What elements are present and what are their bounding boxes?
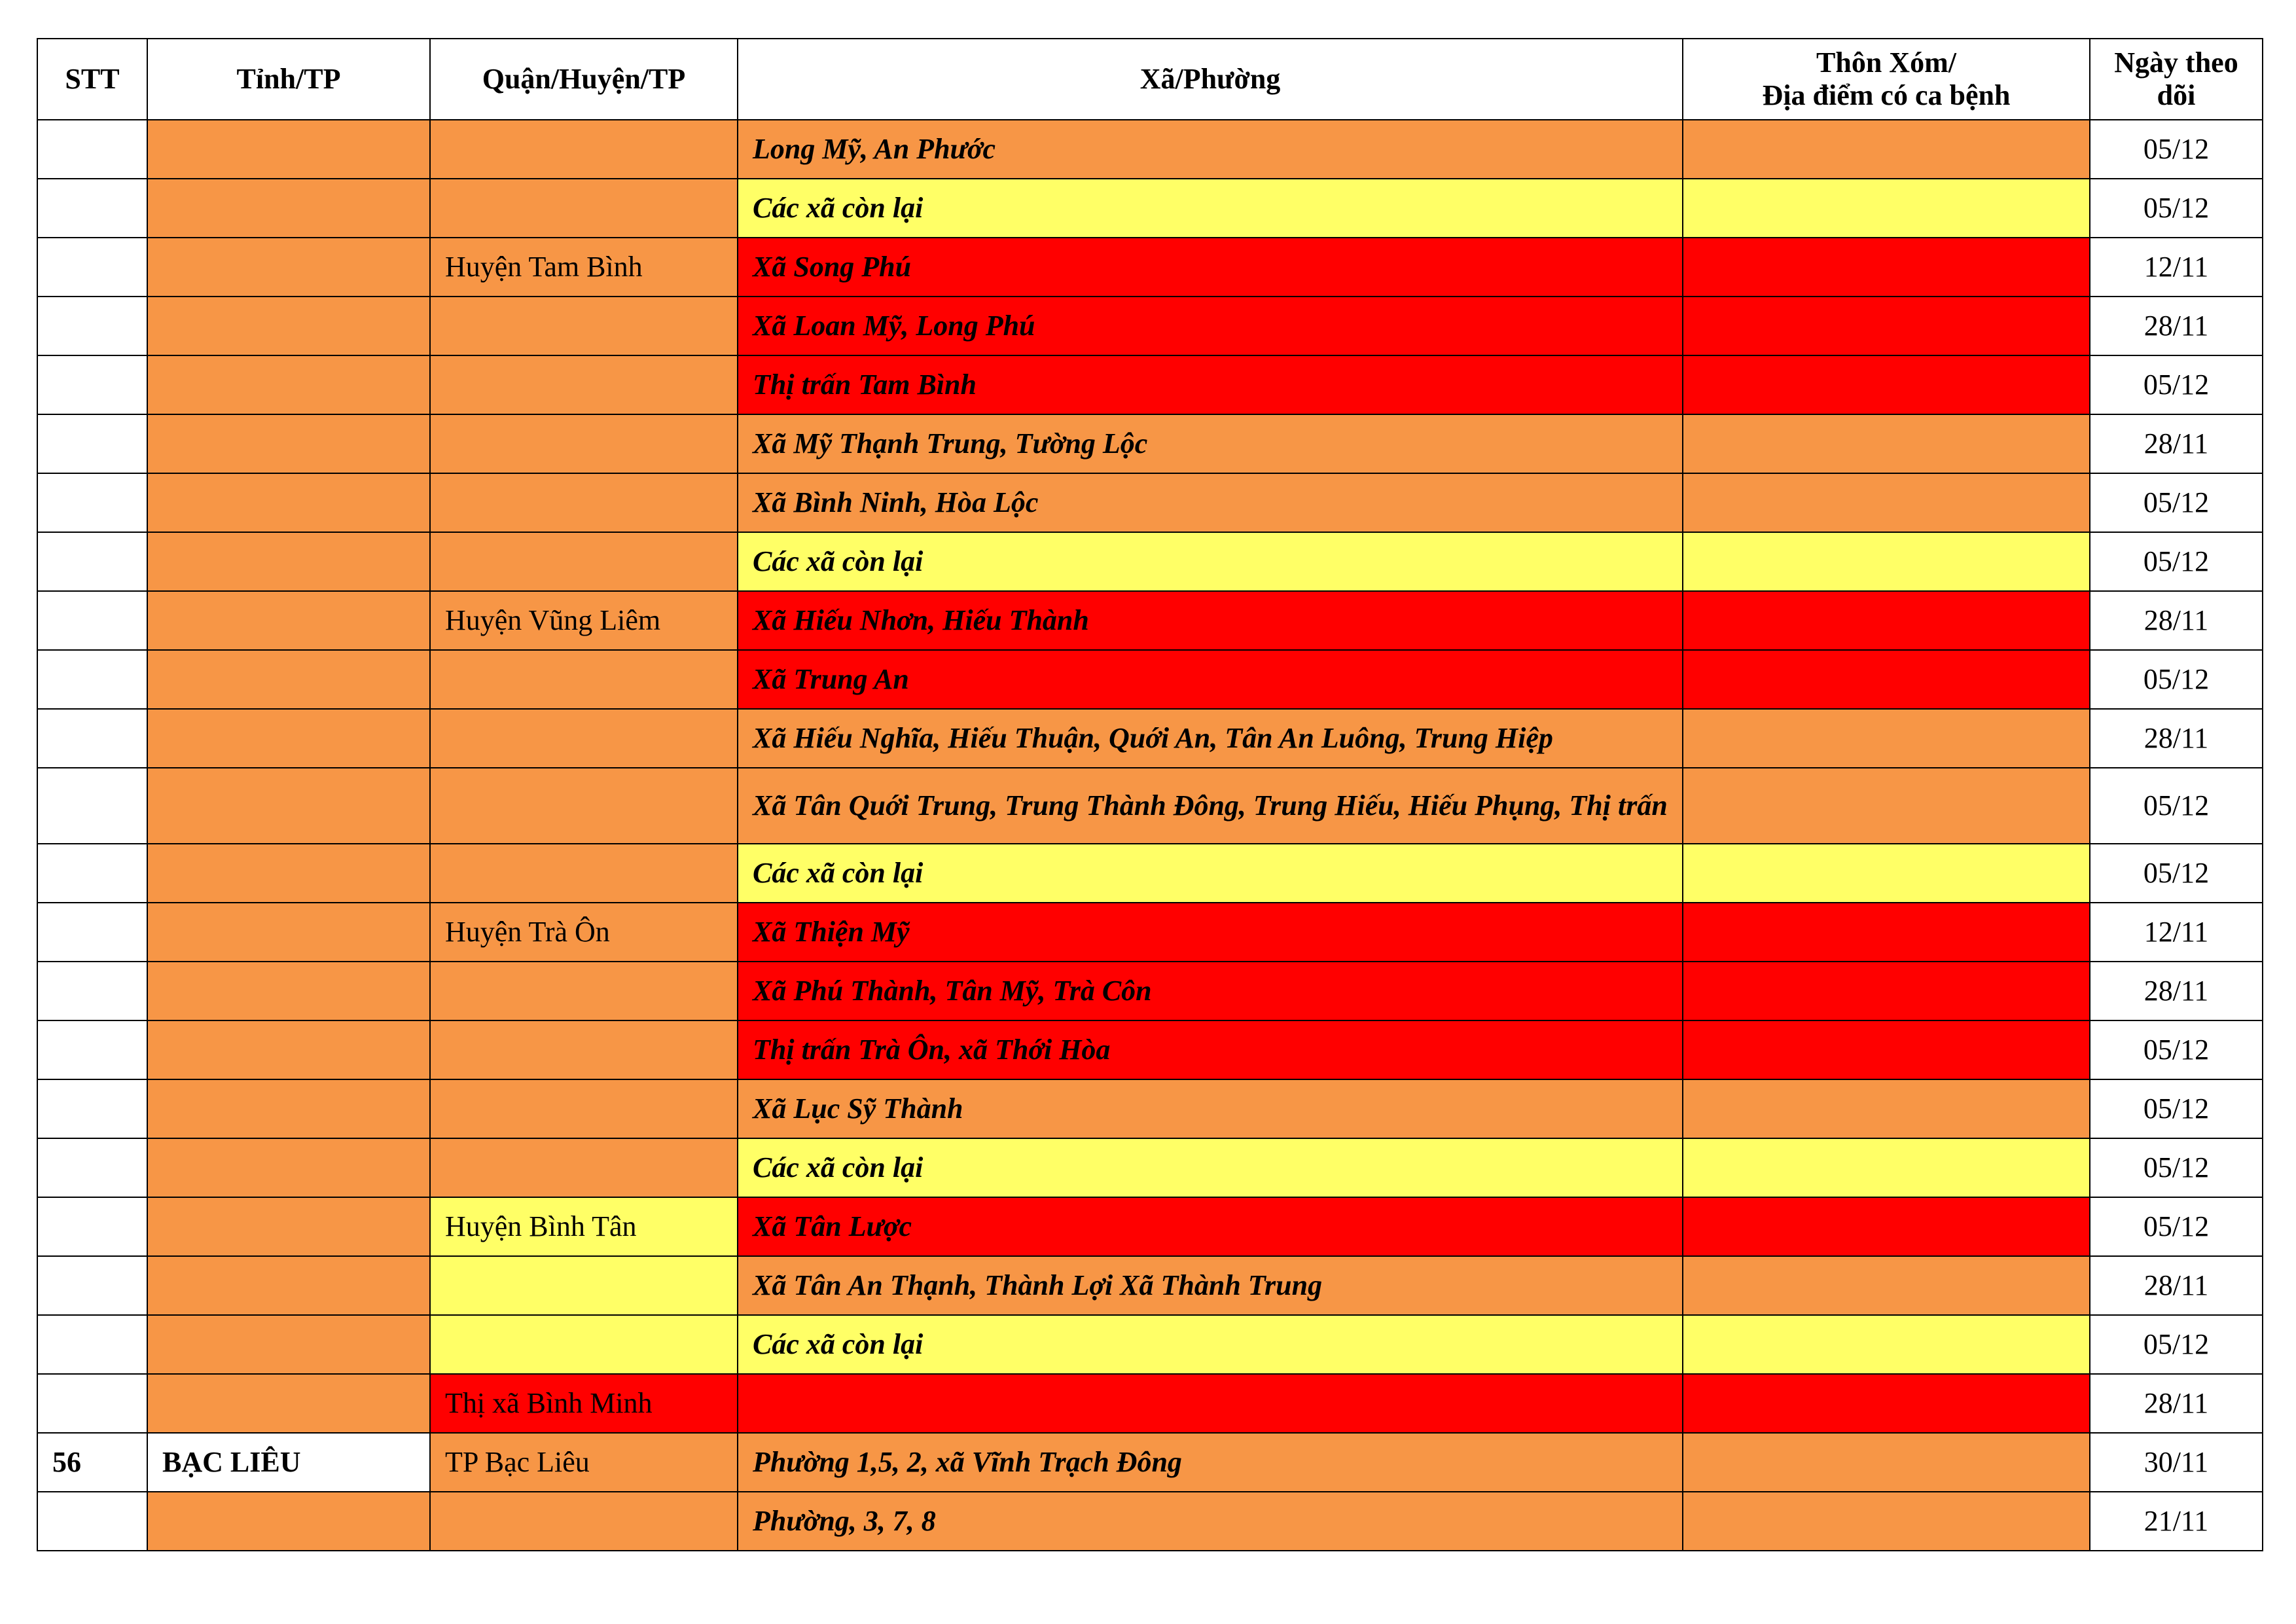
province-cell <box>147 650 430 709</box>
hamlet-cell <box>1683 903 2090 962</box>
province-cell <box>147 1315 430 1374</box>
date-cell: 05/12 <box>2090 532 2263 591</box>
hamlet-cell <box>1683 1138 2090 1197</box>
ward-cell: Xã Lục Sỹ Thành <box>738 1079 1683 1138</box>
ward-cell: Phường 1,5, 2, xã Vĩnh Trạch Đông <box>738 1433 1683 1492</box>
hamlet-cell <box>1683 1256 2090 1315</box>
date-cell: 21/11 <box>2090 1492 2263 1551</box>
hamlet-cell <box>1683 844 2090 903</box>
ward-cell: Các xã còn lại <box>738 532 1683 591</box>
district-cell <box>430 473 738 532</box>
stt-cell <box>37 120 147 179</box>
hamlet-cell <box>1683 179 2090 238</box>
table-row <box>37 1197 2263 1256</box>
district-cell <box>430 1138 738 1197</box>
district-cell <box>430 962 738 1020</box>
table-row <box>37 962 2263 1020</box>
district-cell: Huyện Tam Bình <box>430 238 738 297</box>
stt-cell <box>37 179 147 238</box>
hamlet-cell <box>1683 1433 2090 1492</box>
ward-cell: Xã Tân Lược <box>738 1197 1683 1256</box>
table-row <box>37 473 2263 532</box>
stt-cell <box>37 532 147 591</box>
stt-cell <box>37 1315 147 1374</box>
date-cell: 28/11 <box>2090 1374 2263 1433</box>
province-cell: BẠC LIÊU <box>147 1433 430 1492</box>
province-cell <box>147 844 430 903</box>
header-row <box>37 39 2263 120</box>
table-row <box>37 844 2263 903</box>
stt-cell: 56 <box>37 1433 147 1492</box>
ward-cell: Các xã còn lại <box>738 179 1683 238</box>
stt-cell <box>37 238 147 297</box>
province-cell <box>147 1374 430 1433</box>
table-row <box>37 238 2263 297</box>
district-cell: TP Bạc Liêu <box>430 1433 738 1492</box>
province-cell <box>147 1020 430 1079</box>
header-stt: STT <box>37 39 147 120</box>
date-cell: 28/11 <box>2090 591 2263 650</box>
ward-cell: Xã Trung An <box>738 650 1683 709</box>
district-cell <box>430 1020 738 1079</box>
district-cell <box>430 297 738 355</box>
stt-cell <box>37 591 147 650</box>
district-cell <box>430 768 738 844</box>
hamlet-cell <box>1683 473 2090 532</box>
date-cell: 05/12 <box>2090 768 2263 844</box>
ward-cell: Long Mỹ, An Phước <box>738 120 1683 179</box>
district-cell <box>430 1492 738 1551</box>
ward-cell: Các xã còn lại <box>738 844 1683 903</box>
stt-cell <box>37 297 147 355</box>
ward-cell: Các xã còn lại <box>738 1138 1683 1197</box>
province-cell <box>147 1138 430 1197</box>
date-cell: 28/11 <box>2090 297 2263 355</box>
province-cell <box>147 532 430 591</box>
hamlet-cell <box>1683 120 2090 179</box>
table-row <box>37 532 2263 591</box>
hamlet-cell <box>1683 1315 2090 1374</box>
hamlet-cell <box>1683 1079 2090 1138</box>
table-row <box>37 1020 2263 1079</box>
district-cell <box>430 844 738 903</box>
hamlet-cell <box>1683 414 2090 473</box>
district-cell <box>430 179 738 238</box>
stt-cell <box>37 1374 147 1433</box>
date-cell: 05/12 <box>2090 650 2263 709</box>
date-cell: 28/11 <box>2090 709 2263 768</box>
province-cell <box>147 473 430 532</box>
stt-cell <box>37 1079 147 1138</box>
province-cell <box>147 1197 430 1256</box>
stt-cell <box>37 962 147 1020</box>
header-date: Ngày theo dõi <box>2090 39 2263 120</box>
ward-cell <box>738 1374 1683 1433</box>
district-cell: Thị xã Bình Minh <box>430 1374 738 1433</box>
header-hamlet-line2: Địa điểm có ca bệnh <box>1762 79 2011 111</box>
ward-cell: Phường, 3, 7, 8 <box>738 1492 1683 1551</box>
date-cell: 12/11 <box>2090 903 2263 962</box>
stt-cell <box>37 1197 147 1256</box>
ward-cell: Thị trấn Trà Ôn, xã Thới Hòa <box>738 1020 1683 1079</box>
hamlet-cell <box>1683 1197 2090 1256</box>
province-cell <box>147 179 430 238</box>
ward-cell: Xã Song Phú <box>738 238 1683 297</box>
stt-cell <box>37 768 147 844</box>
table-row <box>37 768 2263 844</box>
table-row <box>37 355 2263 414</box>
table-row <box>37 1374 2263 1433</box>
ward-cell: Xã Tân Quới Trung, Trung Thành Đông, Trung Hiếu, Hiếu Phụng, Thị trấn <box>738 768 1683 844</box>
date-cell: 12/11 <box>2090 238 2263 297</box>
province-cell <box>147 768 430 844</box>
ward-cell: Các xã còn lại <box>738 1315 1683 1374</box>
table-row <box>37 1492 2263 1551</box>
header-ward: Xã/Phường <box>738 39 1683 120</box>
province-cell <box>147 903 430 962</box>
province-cell <box>147 355 430 414</box>
stt-cell <box>37 473 147 532</box>
date-cell: 28/11 <box>2090 1256 2263 1315</box>
stt-cell <box>37 844 147 903</box>
province-cell <box>147 120 430 179</box>
stt-cell <box>37 1138 147 1197</box>
district-cell <box>430 120 738 179</box>
ward-cell: Xã Loan Mỹ, Long Phú <box>738 297 1683 355</box>
stt-cell <box>37 709 147 768</box>
date-cell: 05/12 <box>2090 473 2263 532</box>
province-cell <box>147 297 430 355</box>
table-row <box>37 650 2263 709</box>
district-cell <box>430 650 738 709</box>
table-body <box>37 120 2263 1551</box>
date-cell: 30/11 <box>2090 1433 2263 1492</box>
hamlet-cell <box>1683 591 2090 650</box>
date-cell: 28/11 <box>2090 962 2263 1020</box>
ward-cell: Xã Phú Thành, Tân Mỹ, Trà Côn <box>738 962 1683 1020</box>
district-cell <box>430 1256 738 1315</box>
table-row <box>37 591 2263 650</box>
table-row <box>37 297 2263 355</box>
province-cell <box>147 591 430 650</box>
stt-cell <box>37 650 147 709</box>
table-row <box>37 1315 2263 1374</box>
header-hamlet <box>1683 39 2090 120</box>
province-cell <box>147 1079 430 1138</box>
province-cell <box>147 414 430 473</box>
table-row <box>37 1079 2263 1138</box>
stt-cell <box>37 414 147 473</box>
header-district: Quận/Huyện/TP <box>430 39 738 120</box>
ward-cell: Xã Tân An Thạnh, Thành Lợi Xã Thành Trung <box>738 1256 1683 1315</box>
date-cell: 05/12 <box>2090 120 2263 179</box>
table-row <box>37 1433 2263 1492</box>
province-cell <box>147 1492 430 1551</box>
province-cell <box>147 709 430 768</box>
date-cell: 05/12 <box>2090 355 2263 414</box>
stt-cell <box>37 903 147 962</box>
date-cell: 05/12 <box>2090 844 2263 903</box>
ward-cell: Xã Hiếu Nghĩa, Hiếu Thuận, Quới An, Tân An Luông, Trung Hiệp <box>738 709 1683 768</box>
hamlet-cell <box>1683 355 2090 414</box>
header-hamlet-line1: Thôn Xóm/ <box>1816 46 1956 79</box>
table-row <box>37 414 2263 473</box>
ward-cell: Xã Mỹ Thạnh Trung, Tường Lộc <box>738 414 1683 473</box>
table-row <box>37 903 2263 962</box>
hamlet-cell <box>1683 1492 2090 1551</box>
ward-cell: Xã Hiếu Nhơn, Hiếu Thành <box>738 591 1683 650</box>
district-cell: Huyện Bình Tân <box>430 1197 738 1256</box>
district-cell <box>430 1315 738 1374</box>
district-cell <box>430 414 738 473</box>
hamlet-cell <box>1683 768 2090 844</box>
province-cell <box>147 238 430 297</box>
date-cell: 05/12 <box>2090 1138 2263 1197</box>
table-row <box>37 179 2263 238</box>
hamlet-cell <box>1683 1374 2090 1433</box>
header-province: Tỉnh/TP <box>147 39 430 120</box>
district-cell: Huyện Trà Ôn <box>430 903 738 962</box>
province-cell <box>147 962 430 1020</box>
hamlet-cell <box>1683 238 2090 297</box>
hamlet-cell <box>1683 650 2090 709</box>
district-cell <box>430 709 738 768</box>
hamlet-cell <box>1683 297 2090 355</box>
ward-cell: Xã Thiện Mỹ <box>738 903 1683 962</box>
stt-cell <box>37 355 147 414</box>
date-cell: 05/12 <box>2090 1079 2263 1138</box>
table-row <box>37 1256 2263 1315</box>
covid-zone-table <box>37 38 2263 1551</box>
date-cell: 28/11 <box>2090 414 2263 473</box>
district-cell <box>430 1079 738 1138</box>
district-cell: Huyện Vũng Liêm <box>430 591 738 650</box>
date-cell: 05/12 <box>2090 179 2263 238</box>
hamlet-cell <box>1683 709 2090 768</box>
date-cell: 05/12 <box>2090 1315 2263 1374</box>
date-cell: 05/12 <box>2090 1020 2263 1079</box>
ward-cell: Thị trấn Tam Bình <box>738 355 1683 414</box>
table-row <box>37 709 2263 768</box>
hamlet-cell <box>1683 1020 2090 1079</box>
table-row <box>37 1138 2263 1197</box>
ward-cell: Xã Bình Ninh, Hòa Lộc <box>738 473 1683 532</box>
district-cell <box>430 355 738 414</box>
stt-cell <box>37 1020 147 1079</box>
district-cell <box>430 532 738 591</box>
table-row <box>37 120 2263 179</box>
date-cell: 05/12 <box>2090 1197 2263 1256</box>
hamlet-cell <box>1683 962 2090 1020</box>
stt-cell <box>37 1492 147 1551</box>
hamlet-cell <box>1683 532 2090 591</box>
province-cell <box>147 1256 430 1315</box>
stt-cell <box>37 1256 147 1315</box>
